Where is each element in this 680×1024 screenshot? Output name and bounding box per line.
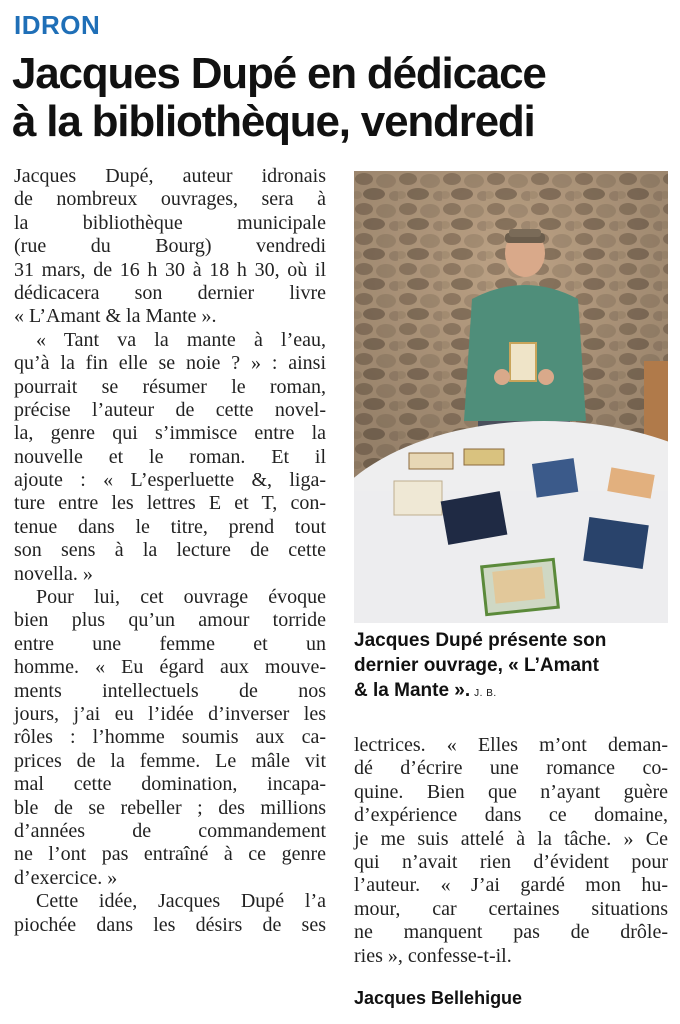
author-byline: Jacques Bellehigue: [354, 988, 523, 1008]
text-line: dédicacera son dernier livre: [14, 281, 326, 304]
text-line: d’expérience dans ce domaine,: [354, 804, 668, 827]
caption-line: dernier ouvrage, « L’Amant: [354, 655, 599, 676]
text-line: entre une femme et un: [14, 632, 326, 655]
text-line: tenue dans le titre, prend tout: [14, 515, 326, 538]
text-line: « L’Amant & la Mante ».: [14, 305, 217, 328]
text-line: novella. »: [14, 562, 93, 585]
text-line: ries », confesse-t-il.: [354, 944, 512, 967]
text-line: la bibliothèque municipale: [14, 211, 326, 234]
caption-line-text: & la Mante ».: [354, 680, 471, 701]
text-line: la, genre qui s’immisce entre la: [14, 422, 326, 445]
text-line: homme. « Eu égard aux mouve-: [14, 656, 326, 679]
text-line: prices de la femme. Le mâle vit: [14, 749, 326, 772]
left-column-text: [14, 165, 326, 937]
text-line: je me suis attelé à la tâche. » Ce: [354, 827, 668, 850]
text-line: précise l’auteur de cette novel-: [14, 398, 326, 421]
text-line: qu’à la fin elle se noie ? » : ainsi: [14, 352, 326, 375]
text-line: nouvelle et le roman. Et il: [14, 445, 326, 468]
text-line: ments intellectuels de nos: [14, 679, 326, 702]
text-line: ne manquent pas de drôle-: [354, 921, 668, 944]
text-line: (rue du Bourg) vendredi: [14, 235, 326, 258]
text-line: ajoute : « L’esperluette &, liga-: [14, 469, 326, 492]
text-line: d’années de commandement: [14, 819, 326, 842]
text-line: jours, j’ai eu l’idée d’inverser les: [14, 702, 326, 725]
text-line: son sens à la lecture de cette: [14, 539, 326, 562]
right-column-text: [354, 734, 668, 968]
text-line: piochée dans les désirs de ses: [14, 913, 326, 936]
text-line: rôles : l’homme soumis aux ca-: [14, 726, 326, 749]
text-line: d’exercice. »: [14, 866, 118, 889]
section-label: IDRON: [14, 10, 101, 40]
article-photo: [354, 171, 668, 623]
text-line: pourrait se résumer le roman,: [14, 375, 326, 398]
text-line: de nombreux ouvrages, sera à: [14, 188, 326, 211]
text-line: Pour lui, cet ouvrage évoque: [36, 586, 326, 609]
text-line: qui n’avait rien d’évident pour: [354, 850, 668, 873]
photo-caption: [354, 628, 670, 706]
text-line: 31 mars, de 16 h 30 à 18 h 30, où il: [14, 258, 326, 281]
text-line: bien plus qu’un amour torride: [14, 609, 326, 632]
text-line: dé d’écrire une romance co-: [354, 757, 668, 780]
photo-credit: J. B.: [474, 688, 497, 699]
text-line: « Tant va la mante à l’eau,: [36, 328, 326, 351]
text-line: quine. Bien que n’ayant guère: [354, 780, 668, 803]
text-line: Cette idée, Jacques Dupé l’a: [36, 890, 326, 913]
caption-line: [354, 678, 670, 706]
text-line: Jacques Dupé, auteur idronais: [14, 165, 326, 187]
headline-line: à la bibliothèque, vendredi: [12, 97, 535, 146]
text-line: l’auteur. « J’ai gardé mon hu-: [354, 874, 668, 897]
text-line: ture entre les lettres E et T, con-: [14, 492, 326, 515]
text-line: mal cette domination, incapa-: [14, 773, 326, 796]
text-line: mour, car certaines situations: [354, 897, 668, 920]
photo-author-with-books: [354, 171, 668, 623]
text-line: lectrices. « Elles m’ont deman-: [354, 734, 668, 756]
text-line: ne l’ont pas entraîné à ce genre: [14, 843, 326, 866]
text-line: ble de se rebeller ; des millions: [14, 796, 326, 819]
headline-line: Jacques Dupé en dédicace: [12, 49, 546, 98]
headline: [12, 50, 672, 146]
caption-line: Jacques Dupé présente son: [354, 630, 607, 651]
